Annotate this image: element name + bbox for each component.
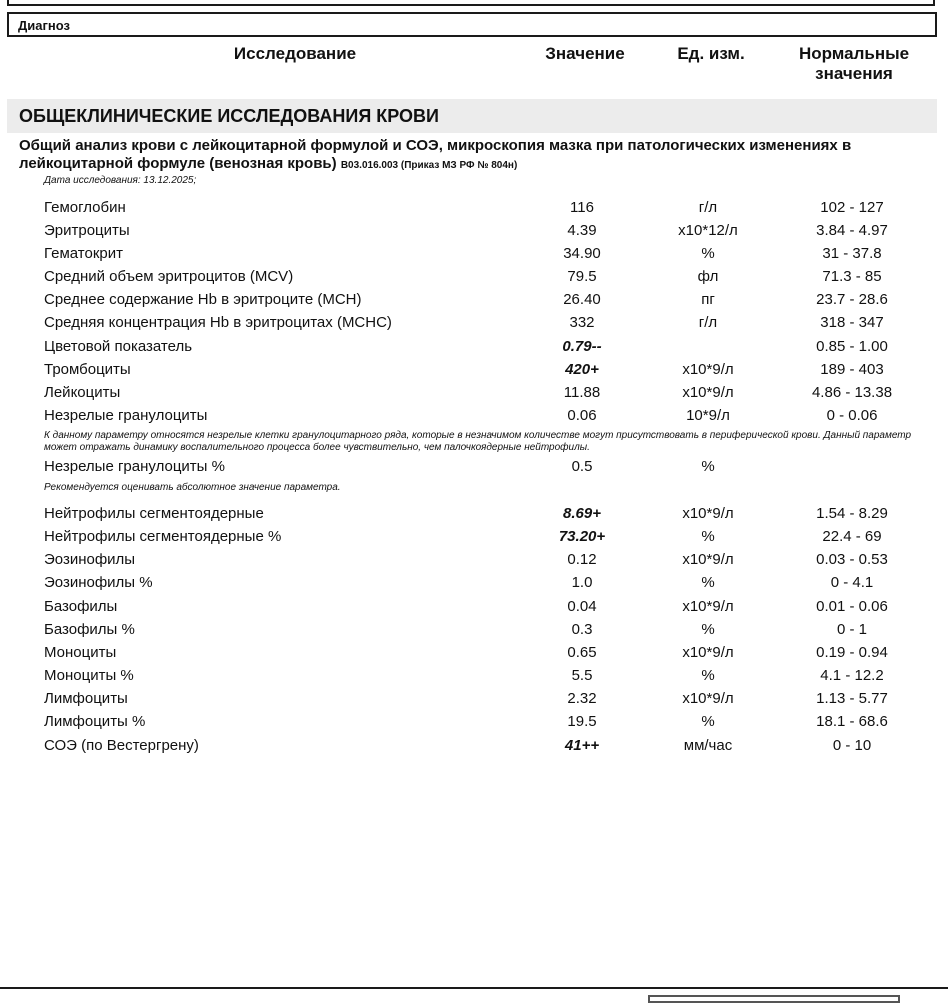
table-row xyxy=(0,572,948,594)
bottom-divider xyxy=(0,987,948,989)
row-name: Эозинофилы % xyxy=(44,574,153,591)
row-norm: 0 - 10 xyxy=(832,737,872,754)
row-value: 5.5 xyxy=(571,667,593,684)
test-code: B03.016.003 (Приказ МЗ РФ № 804н) xyxy=(340,160,518,171)
row-name: Базофилы % xyxy=(44,621,135,638)
row-unit: г/л xyxy=(698,199,718,216)
row-norm: 18.1 - 68.6 xyxy=(816,713,888,730)
row-unit: % xyxy=(701,574,715,591)
row-unit: г/л xyxy=(698,314,718,331)
row-norm: 0 - 4.1 xyxy=(830,574,874,591)
row-value: 1.0 xyxy=(571,574,593,591)
row-unit: x10*9/л xyxy=(682,505,734,522)
row-name: Гемоглобин xyxy=(44,199,126,216)
column-header-norm-line2: значения xyxy=(815,64,893,83)
table-row xyxy=(0,456,948,478)
test-title: Общий анализ крови с лейкоцитарной формулой и СОЭ, микроскопия мазка при патологических изменениях в лейкоцитарной формуле (венозная кровь) xyxy=(19,137,852,172)
table-row xyxy=(0,619,948,641)
row-norm: 4.1 - 12.2 xyxy=(820,667,884,684)
row-norm: 0.85 - 1.00 xyxy=(816,338,888,355)
table-row xyxy=(0,382,948,404)
row-norm: 0 - 0.06 xyxy=(826,407,878,424)
row-norm: 31 - 37.8 xyxy=(822,245,882,262)
row-value: 79.5 xyxy=(567,268,597,285)
diagnosis-label: Диагноз xyxy=(18,18,70,33)
row-value: 0.04 xyxy=(567,598,597,615)
section-title: ОБЩЕКЛИНИЧЕСКИЕ ИССЛЕДОВАНИЯ КРОВИ xyxy=(19,106,439,126)
row-value: 26.40 xyxy=(563,291,601,308)
row-value: 0.3 xyxy=(571,621,593,638)
bottom-box xyxy=(648,995,900,1003)
row-unit: x10*12/л xyxy=(678,222,738,239)
row-name: Моноциты xyxy=(44,644,117,661)
row-name: Нейтрофилы сегментоядерные xyxy=(44,505,264,522)
table-row xyxy=(0,711,948,733)
column-header-unit: Ед. изм. xyxy=(677,44,745,63)
note-absolute-value: Рекомендуется оценивать абсолютное значение параметра. xyxy=(44,482,341,493)
row-norm: 1.13 - 5.77 xyxy=(816,690,888,707)
table-row xyxy=(0,243,948,265)
row-value: 2.32 xyxy=(567,690,597,707)
row-value: 8.69+ xyxy=(563,505,601,522)
table-row xyxy=(0,266,948,288)
row-unit: % xyxy=(701,667,715,684)
row-norm: 0.03 - 0.53 xyxy=(816,551,888,568)
column-header-value: Значение xyxy=(545,44,625,63)
row-value: 0.5 xyxy=(571,458,593,475)
row-norm: 22.4 - 69 xyxy=(822,528,882,545)
row-name: Нейтрофилы сегментоядерные % xyxy=(44,528,282,545)
row-value: 0.65 xyxy=(567,644,597,661)
row-unit: % xyxy=(701,245,715,262)
table-row xyxy=(0,642,948,664)
row-norm: 1.54 - 8.29 xyxy=(816,505,888,522)
diagnosis-box xyxy=(7,12,937,37)
row-norm: 4.86 - 13.38 xyxy=(811,384,893,401)
row-norm: 3.84 - 4.97 xyxy=(816,222,888,239)
table-row xyxy=(0,359,948,381)
table-row xyxy=(0,336,948,358)
row-unit: % xyxy=(701,621,715,638)
row-value: 34.90 xyxy=(563,245,601,262)
row-name: Лимфоциты xyxy=(44,690,128,707)
row-name: Средняя концентрация Hb в эритроцитах (MCHC) xyxy=(44,314,392,331)
row-unit: % xyxy=(701,528,715,545)
row-name: Моноциты % xyxy=(44,667,134,684)
row-value: 41++ xyxy=(564,737,600,754)
row-value: 0.06 xyxy=(567,407,597,424)
row-value: 11.88 xyxy=(563,384,601,401)
row-unit: x10*9/л xyxy=(682,598,734,615)
table-row xyxy=(0,549,948,571)
note-immature-granulocytes: К данному параметру относятся незрелые клетки гранулоцитарного ряда, которые в незначимом количестве могут присутствовать в периферической крови. Данный параметр может отражать динамику воспалительного процесса более чувствительно, чем палочкоядерные нейтрофилы. xyxy=(44,430,912,453)
row-value: 4.39 xyxy=(567,222,597,239)
row-name: Базофилы xyxy=(44,598,118,615)
row-name: Лимфоциты % xyxy=(44,713,146,730)
table-row xyxy=(0,688,948,710)
row-value: 19.5 xyxy=(567,713,597,730)
row-unit: 10*9/л xyxy=(686,407,730,424)
table-row xyxy=(0,596,948,618)
table-row xyxy=(0,312,948,334)
row-unit: пг xyxy=(701,291,715,308)
table-row xyxy=(0,405,948,427)
row-value: 0.12 xyxy=(567,551,597,568)
row-norm: 102 - 127 xyxy=(820,199,884,216)
row-unit: мм/час xyxy=(683,737,733,754)
column-header-norm-line1: Нормальные xyxy=(798,44,910,63)
row-norm: 23.7 - 28.6 xyxy=(816,291,888,308)
table-row xyxy=(0,665,948,687)
row-norm: 0.01 - 0.06 xyxy=(816,598,888,615)
row-norm: 318 - 347 xyxy=(820,314,884,331)
row-name: Тромбоциты xyxy=(44,361,131,378)
top-frame xyxy=(7,0,935,6)
table-row xyxy=(0,735,948,757)
table-row xyxy=(0,220,948,242)
row-name: Среднее содержание Hb в эритроците (MCH) xyxy=(44,291,362,308)
table-row xyxy=(0,526,948,548)
table-row xyxy=(0,503,948,525)
row-name: Средний объем эритроцитов (MCV) xyxy=(44,268,294,285)
row-norm: 0 - 1 xyxy=(836,621,867,638)
column-header-study: Исследование xyxy=(233,44,357,63)
row-name: Гематокрит xyxy=(44,245,123,262)
row-value: 73.20+ xyxy=(558,528,606,545)
row-norm: 71.3 - 85 xyxy=(822,268,882,285)
row-name: Незрелые гранулоциты xyxy=(44,407,208,424)
row-name: СОЭ (по Вестергрену) xyxy=(44,737,199,754)
row-unit: % xyxy=(701,458,715,475)
row-unit: x10*9/л xyxy=(682,361,734,378)
row-value: 0.79-- xyxy=(562,338,602,355)
row-name: Эозинофилы xyxy=(44,551,136,568)
row-unit: x10*9/л xyxy=(682,644,734,661)
row-unit: x10*9/л xyxy=(682,551,734,568)
row-unit: x10*9/л xyxy=(682,690,734,707)
test-title-block xyxy=(19,137,941,175)
row-value: 420+ xyxy=(565,361,599,378)
row-value: 332 xyxy=(569,314,595,331)
row-name: Цветовой показатель xyxy=(44,338,193,355)
row-value: 116 xyxy=(570,199,594,216)
table-row xyxy=(0,289,948,311)
column-header-norm xyxy=(780,44,928,84)
row-unit: фл xyxy=(697,268,719,285)
row-name: Лейкоциты xyxy=(44,384,121,401)
row-name: Эритроциты xyxy=(44,222,130,239)
table-row xyxy=(0,197,948,219)
row-name: Незрелые гранулоциты % xyxy=(44,458,225,475)
row-unit: x10*9/л xyxy=(682,384,734,401)
row-norm: 189 - 403 xyxy=(820,361,884,378)
row-norm: 0.19 - 0.94 xyxy=(816,644,888,661)
row-unit: % xyxy=(701,713,715,730)
test-date: Дата исследования: 13.12.2025; xyxy=(44,175,197,186)
